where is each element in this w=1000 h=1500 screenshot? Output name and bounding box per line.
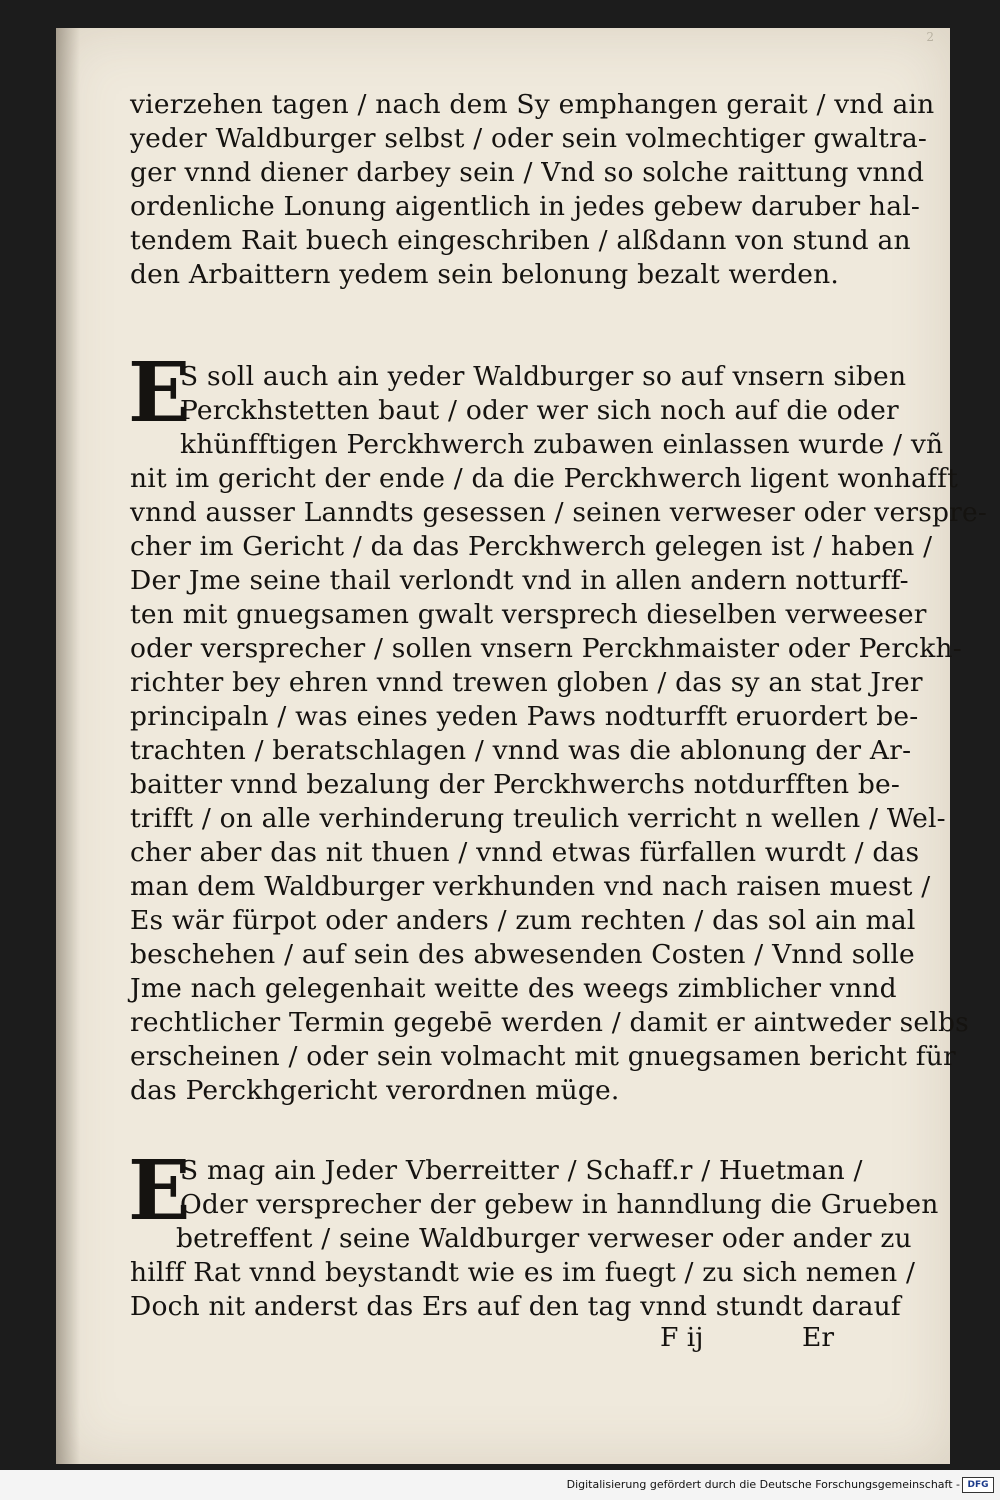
text-line: rechtlicher Termin gegebē werden / damit er aintweder selbs xyxy=(130,1007,969,1038)
paragraph-2 xyxy=(130,360,988,1108)
text-line: betreffent / seine Waldburger verweser oder ander zu xyxy=(176,1223,912,1254)
text-line: S mag ain Jeder Vberreitter / Schaff.r / Huetman / xyxy=(180,1155,863,1186)
drop-capital: E xyxy=(128,1143,191,1239)
text-line: tendem Rait buech eingeschriben / alßdann von stund an xyxy=(130,225,911,256)
paragraph-3 xyxy=(130,1154,939,1324)
footer-bar xyxy=(0,1470,1000,1500)
text-line: nit im gericht der ende / da die Perckhwerch ligent wonhafft xyxy=(130,463,958,494)
text-line: ordenliche Lonung aigentlich in jedes gebew daruber hal- xyxy=(130,191,921,222)
text-line: ten mit gnuegsamen gwalt versprech dieselben verweeser xyxy=(130,599,927,630)
text-line: trachten / beratschlagen / vnnd was die ablonung der Ar- xyxy=(130,735,912,766)
text-line: Doch nit anderst das Ers auf den tag vnnd stundt darauf xyxy=(130,1291,901,1322)
text-line: oder versprecher / sollen vnsern Perckhmaister oder Perckh- xyxy=(130,633,962,664)
text-line: beschehen / auf sein des abwesenden Costen / Vnnd solle xyxy=(130,939,915,970)
folio-number: 2 xyxy=(926,30,934,44)
text-line: baitter vnnd bezalung der Perckhwerchs notdurfften be- xyxy=(130,769,901,800)
text-line: cher im Gericht / da das Perckhwerch gelegen ist / haben / xyxy=(130,531,933,562)
text-line: Der Jme seine thail verlondt vnd in allen andern notturff- xyxy=(130,565,909,596)
signature-line xyxy=(130,1320,850,1356)
text-line: man dem Waldburger verkhunden vnd nach raisen muest / xyxy=(130,871,931,902)
text-line: S soll auch ain yeder Waldburger so auf vnsern siben xyxy=(180,361,907,392)
text-line: trifft / on alle verhinderung treulich verricht n wellen / Wel- xyxy=(130,803,946,834)
paragraph-1 xyxy=(130,88,935,292)
text-line: vierzehen tagen / nach dem Sy emphangen gerait / vnd ain xyxy=(130,89,935,120)
text-line: Es wär fürpot oder anders / zum rechten / das sol ain mal xyxy=(130,905,916,936)
text-line: cher aber das nit thuen / vnnd etwas fürfallen wurdt / das xyxy=(130,837,920,868)
text-line: Jme nach gelegenhait weitte des weegs zimblicher vnnd xyxy=(130,973,897,1004)
text-line: principaln / was eines yeden Paws nodturfft eruordert be- xyxy=(130,701,919,732)
text-line: hilff Rat vnnd beystandt wie es im fuegt / zu sich nemen / xyxy=(130,1257,916,1288)
text-line: Perckhstetten baut / oder wer sich noch auf die oder xyxy=(180,395,899,426)
catchword: Er xyxy=(801,1322,834,1353)
text-line: khünfftigen Perckhwerch zubawen einlassen wurde / vñ xyxy=(180,429,944,460)
page-gutter-shadow xyxy=(56,28,80,1464)
signature-mark: F ij xyxy=(660,1322,704,1353)
dfg-logo: DFG xyxy=(962,1477,994,1493)
funding-credit: Digitalisierung gefördert durch die Deutsche Forschungsgemeinschaft - xyxy=(566,1478,960,1491)
text-line: erscheinen / oder sein volmacht mit gnuegsamen bericht für xyxy=(130,1041,956,1072)
text-line: das Perckhgericht verordnen müge. xyxy=(130,1075,620,1106)
text-line: vnnd ausser Lanndts gesessen / seinen verweser oder verspre- xyxy=(130,497,988,528)
text-line: den Arbaittern yedem sein belonung bezalt werden. xyxy=(130,259,840,290)
text-line: ger vnnd diener darbey sein / Vnd so solche raittung vnnd xyxy=(130,157,925,188)
drop-capital: E xyxy=(128,345,191,441)
text-line: yeder Waldburger selbst / oder sein volmechtiger gwaltra- xyxy=(130,123,928,154)
text-line: richter bey ehren vnnd trewen globen / das sy an stat Jrer xyxy=(130,667,923,698)
text-line: Oder versprecher der gebew in hanndlung die Grueben xyxy=(180,1189,939,1220)
